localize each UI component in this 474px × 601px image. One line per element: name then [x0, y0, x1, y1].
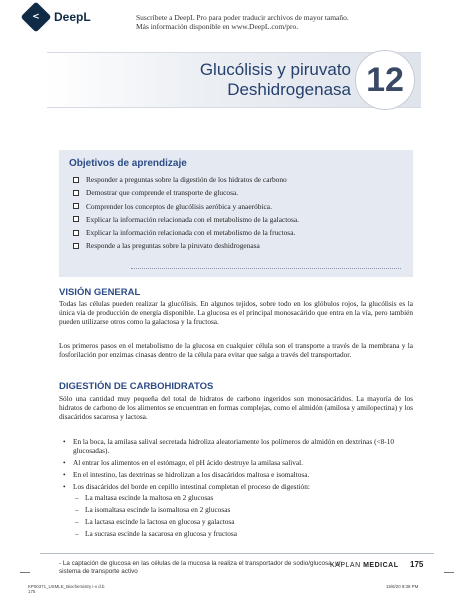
vision-paragraph-1: Todas las células pueden realizar la glucólisis. En algunos tejidos, sobre todo en los glóbulos rojos, la glucólisis es la única vía de producción de energía disponible. La glucosa es el principal monosacárido que entra en la vía, pero también pueden utilizarse otros como la galactosa y la fructosa. [59, 299, 413, 327]
digestion-bullets [63, 437, 413, 541]
sub-list-item: – La isomaltasa escinde la isomaltosa en 2 glucosas [75, 505, 413, 514]
deepl-logo-icon: < [20, 1, 51, 32]
list-item: • Los disacáridos del borde en cepillo intestinal completan el proceso de digestión: – La maltasa escinde la maltosa en 2 glucosas – La isomaltasa escinde la isomaltosa en 2 glucosas – La lactasa escinde la lactosa en glucosa y galactosa – La sucrasa escinde la sacarosa en glucosa y fructosa [63, 482, 413, 537]
sub-list-item: – La sucrasa escinde la sacarosa en glucosa y fructosa [75, 529, 413, 538]
footer-divider [40, 553, 434, 554]
checkbox-icon [73, 243, 79, 249]
objective-item: Explicar la información relacionada con el metabolismo de la fructosa. [69, 228, 401, 237]
objective-item: Demostrar que comprende el transporte de glucosa. [69, 188, 401, 197]
footer-caption: - La captación de glucosa en las células de la mucosa la realiza el transportador de sodio/glucosa, un sistema de transporte activo [59, 560, 343, 575]
kaplan-medical-logo: KAPLAN MEDICAL [330, 562, 399, 569]
objective-item: Comprender los conceptos de glucólisis aeróbica y anaeróbica. [69, 202, 401, 211]
digestion-paragraph: Sólo una cantidad muy pequeña del total de hidratos de carbono ingeridos son monosacáridos. La mayoría de los hidratos de carbono de los alimentos se encuentran en formas complejas, como el almidón (amilosa y amilopectina) y los disacáridos sacarosa y lactosa. [59, 394, 413, 422]
checkbox-icon [73, 230, 79, 236]
list-item: • Al entrar los alimentos en el estómago, el pH ácido destruye la amilasa salival. [63, 458, 413, 467]
deepl-note-line2: Más información disponible en www.DeepL.com/pro. [136, 22, 299, 31]
page-number: 175 [410, 560, 424, 569]
objectives-list [69, 175, 401, 250]
checkbox-icon [73, 177, 79, 183]
vision-paragraph-2: Los primeros pasos en el metabolismo de la glucosa en cualquier célula son el transporte a través de la membrana y la fosforilación por enzimas cinasas dentro de la célula para evitar que salga a través del transportador. [59, 341, 413, 360]
list-item: • En el intestino, las dextrinas se hidrolizan a los disacáridos maltosa e isomaltosa. [63, 470, 413, 479]
checkbox-icon [73, 203, 79, 209]
objectives-title: Objetivos de aprendizaje [69, 158, 187, 169]
objective-item: Responder a preguntas sobre la digestión de los hidratos de carbono [69, 175, 401, 184]
deepl-subscription-note [136, 13, 376, 31]
print-meta-left: KP00371_USMLE_Biochemistry i-x d.b 175 [28, 584, 105, 594]
enzyme-sublist [73, 493, 413, 537]
section-title-digestion: DIGESTIÓN DE CARBOHIDRATOS [59, 381, 214, 392]
checkbox-icon [73, 190, 79, 196]
checkbox-icon [73, 216, 79, 222]
crop-mark [444, 572, 454, 573]
deepl-logo-text: DeepL [54, 10, 91, 24]
crop-mark [20, 572, 30, 573]
sub-list-item: – La maltasa escinde la maltosa en 2 glucosas [75, 493, 413, 502]
deepl-logo[interactable] [25, 6, 91, 28]
deepl-note-line1: Suscríbete a DeepL Pro para poder traducir archivos de mayor tamaño. [136, 13, 349, 22]
print-meta-right: 15/8/20 9:38 PM [386, 584, 419, 589]
chapter-number: 12 [355, 50, 415, 110]
section-title-vision: VISIÓN GENERAL [59, 287, 141, 298]
learning-objectives-box [59, 150, 413, 277]
chapter-title-line2: Deshidrogenasa [227, 80, 351, 99]
chapter-title-line1: Glucólisis y piruvato [199, 60, 351, 79]
objective-item: Explicar la información relacionada con el metabolismo de la galactosa. [69, 215, 401, 224]
dotted-divider [131, 268, 401, 269]
sub-list-item: – La lactasa escinde la lactosa en glucosa y galactosa [75, 517, 413, 526]
chapter-title [200, 60, 351, 100]
objective-item: Responde a las preguntas sobre la piruvato deshidrogenasa [69, 241, 401, 250]
list-item: • En la boca, la amilasa salival secretada hidroliza aleatoriamente los polímeros de almidón en dextrinas (<8-10 glucosadas). [63, 437, 413, 455]
